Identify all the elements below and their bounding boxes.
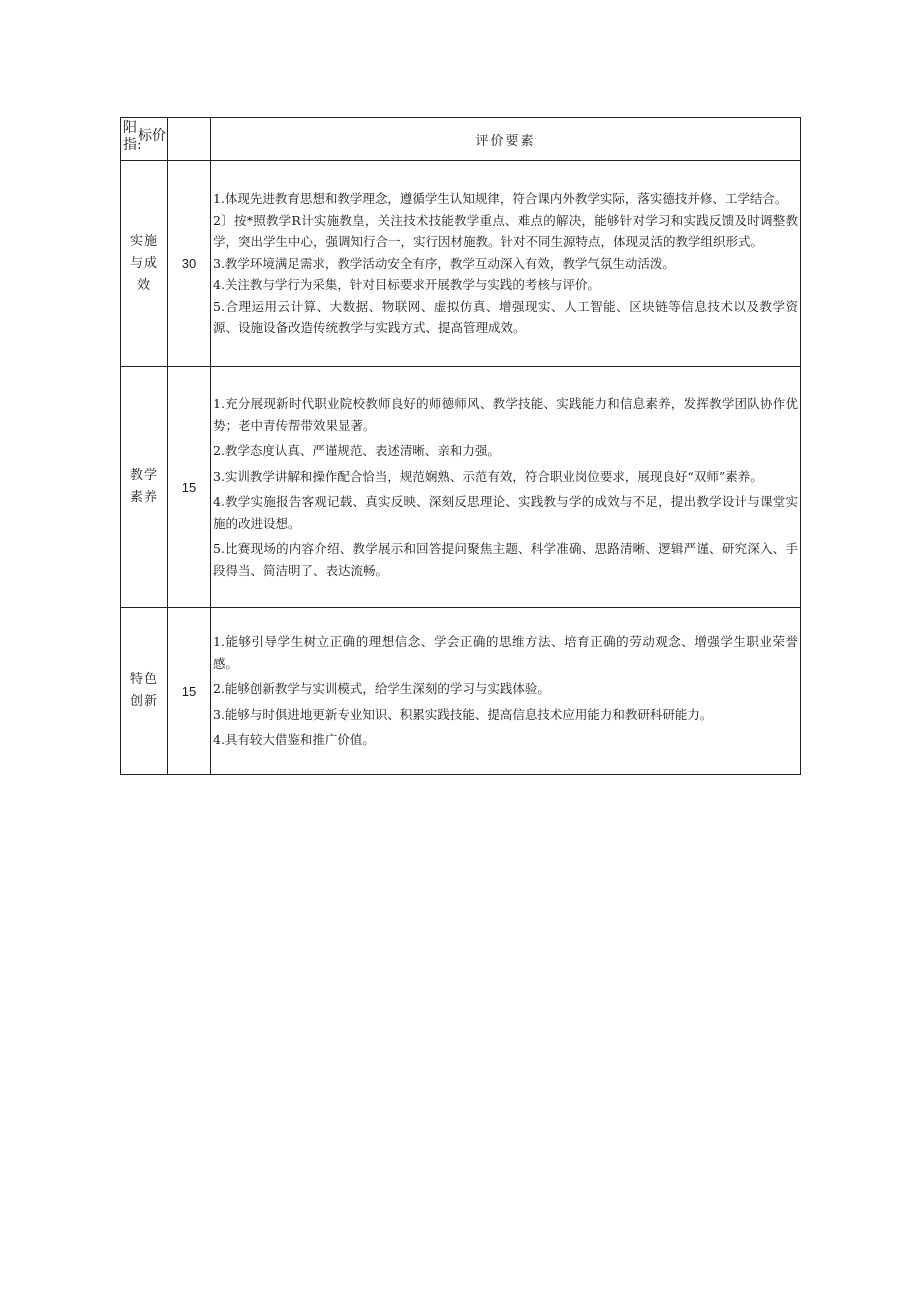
criteria-item: 5.合理运用云计算、大数据、物联网、虚拟仿真、增强现实、人工智能、区块链等信息技术以及教学资源、设施设备改造传统教学与实践方式、提高管理成效。 [213, 298, 798, 336]
table-row [121, 161, 801, 367]
header-corner-text-c: 指: [123, 137, 142, 153]
score-value: 15 [168, 608, 211, 775]
header-title: 评价要素 [211, 118, 801, 161]
category-label: 教学素养 [121, 367, 168, 608]
header-row [121, 118, 801, 161]
score-value: 30 [168, 161, 211, 367]
criteria-item: 3.实训教学讲解和操作配合恰当，规范娴熟、示范有效，符合职业岗位要求，展现良好“双师”素养。 [213, 468, 763, 484]
category-label: 实施与成效 [121, 161, 168, 367]
criteria-list [211, 367, 801, 608]
criteria-item: 2.能够创新教学与实训模式，给学生深刻的学习与实践体验。 [213, 681, 550, 697]
header-corner-text-a: 阳 [123, 120, 137, 136]
criteria-item: 3.能够与时俱进地更新专业知识、积累实践技能、提高信息技术应用能力和教研科研能力。 [213, 706, 713, 722]
criteria-item: 4.具有较大借鉴和推广价值。 [213, 732, 375, 748]
score-value: 15 [168, 367, 211, 608]
criteria-item: 5.比赛现场的内容介绍、教学展示和回答提问聚焦主题、科学准确、思路清晰、逻辑严谨、研究深入、手段得当、简洁明了、表达流畅。 [213, 541, 798, 578]
criteria-list [211, 608, 801, 775]
table-row [121, 608, 801, 775]
criteria-list [211, 161, 801, 367]
criteria-item: 4.教学实施报告客观记载、真实反映、深刻反思理论、实践教与学的成效与不足，提出教学设计与课堂实施的改进设想。 [213, 494, 798, 531]
table-row [121, 367, 801, 608]
criteria-item: 2.教学态度认真、严谨规范、表述清晰、亲和力强。 [213, 443, 500, 458]
evaluation-sheet [120, 117, 800, 775]
criteria-item: 1.能够引导学生树立正确的理想信念、学会正确的思维方法、培育正确的劳动观念、增强学生职业荣誉感。 [213, 634, 798, 671]
criteria-item: 2〕按*照教学R计实施教皇，关注技术技能教学重点、难点的解决，能够针对学习和实践反馈及时调整教学，突出学生中心，强调知行合一，实行因材施教。针对不同生源特点，体现灵活的教学组织形式。 [213, 212, 798, 250]
criteria-item: 3.教学环境满足需求，教学活动安全有序，教学互动深入有效，教学气氛生动活泼。 [213, 255, 675, 271]
header-corner-text-b: 标价 [138, 128, 166, 144]
header-score-cell [168, 118, 211, 161]
criteria-item: 1.充分展现新时代职业院校教师良好的师德师风、教学技能、实践能力和信息素养，发挥教学团队协作优势；老中青传帮带效果显著。 [213, 396, 798, 433]
header-indicator-cell [121, 118, 168, 161]
evaluation-table [120, 117, 801, 775]
criteria-item: 4.关注教与学行为采集，针对目标要求开展教学与实践的考核与评价。 [213, 277, 600, 293]
category-label: 特色创新 [121, 608, 168, 775]
criteria-item: 1.体现先进教育思想和教学理念，遵循学生认知规律，符合课内外教学实际，落实德技并修、工学结合。 [213, 191, 788, 207]
